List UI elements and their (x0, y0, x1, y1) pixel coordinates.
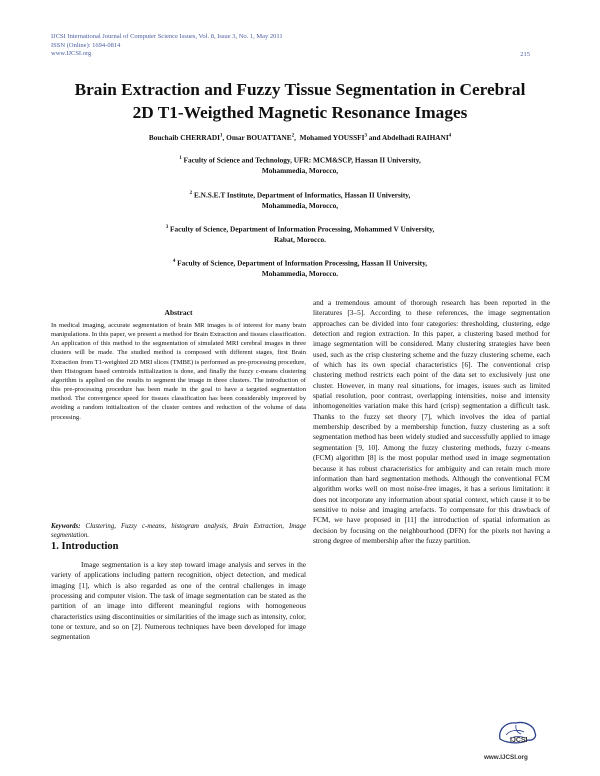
logo-name: IJCSI (510, 737, 528, 744)
author-1: Bouchaib CHERRADI (148, 133, 220, 142)
issn-line: ISSN (Online): 1694-0814 (51, 41, 121, 49)
title-line-2: 2D T1-Weigthed Magnetic Resonance Images (132, 103, 468, 122)
keywords-text: Clustering, Fuzzy c-means, histogram analysis, Brain Extraction, Image segmentation. (51, 523, 307, 540)
page-number: 215 (520, 51, 530, 58)
paper-title (40, 78, 560, 124)
keywords-label: Keywords: (51, 523, 81, 530)
author-list: Bouchaib CHERRADI$^1$, Omar BOUATTANE$^2$, Mohamed YOUSSFI$^3$ and Abdelhadi RAIHANI$^4$ (148, 133, 452, 142)
affiliation-3: $^3$ Faculty of Science, Department of Information Processing, Mohammed V University, Rabat, Morocco. (165, 224, 435, 245)
keywords (51, 522, 306, 540)
author-2: Omar BOUATTANE (226, 133, 292, 142)
title-line-1: Brain Extraction and Fuzzy Tissue Segmentation in Cerebral (74, 80, 526, 99)
logo-site[interactable]: www.IJCSI.org (484, 754, 528, 761)
author-4: Abdelhadi RAIHANI (381, 133, 449, 142)
ijcsi-logo (488, 717, 548, 757)
author-3: Mohamed YOUSSFI (299, 133, 365, 142)
abstract-text: In medical imaging, accurate segmentation of brain MR images is of interest for many brain manipulations. In this paper, we present a method for Brain Extraction and tissues classification. An application of this method to the segmentation of simulated MRI cerebral images in three clusters will be made. The studied method is composed with different stages, first Brain Extraction from T1-weighted 2D MRI slices (TMBE) is performed as pre-processing procedure, then Histogram based centroids initialization is done, and finally the fuzzy c-means clustering algorithm is applied on the results to segment the image in three clusters. The introduction of this pre-processing procedure has been made in the goal to have a targeted segmentation method. The convergence speed for tissues classification has been considerably improved by avoiding a random initialization of the cluster centres and reduction of the volume of data processing. (51, 322, 306, 421)
affiliation-2: $^2$ E.N.S.E.T Institute, Department of Informatics, Hassan II University, Mohammedia, Morocco, (189, 190, 411, 211)
affiliation-1: $^1$ Faculty of Science and Technology, UFR: MCM&SCP, Hassan II University, Mohammedia, Morocco, (179, 155, 421, 176)
site-line[interactable]: www.IJCSI.org (51, 50, 92, 58)
introduction-text: Image segmentation is a key step toward image analysis and serves in the variety of applications including pattern recognition, object detection, and medical imaging [1], which is also regarded as one of the central challenges in image processing and computer vision. The task of image segmentation can be stated as the partition of an image into different meaningful regions with homogeneous characteristics using discontinuities or similarities of the image such as intensity, color, tone or texture, and so on [2]. Numerous techniques have been developed for image segmentation (51, 560, 306, 642)
right-column-text: and a tremendous amount of thorough research has been reported in the literatures [3–5]. According to these references, the image segmentation approaches can be divided into four categories: thresholding, clustering, edge detection and region extraction. In this paper, a clustering based method for image segmentation will be considered. Many clustering strategies have been used, such as the crisp clustering scheme and the fuzzy clustering scheme, each of which has its own special characteristics [6]. The conventional crisp clustering method restricts each point of the data set to exclusively just one cluster. However, in many real situations, for images, issues such as limited spatial resolution, poor contrast, overlapping intensities, noise and intensity inhomogeneities variation make this hard (crisp) segmentation a difficult task. Thanks to the fuzzy set theory [7], which involves the idea of partial membership described by a membership function, fuzzy clustering as a soft segmentation method has been widely studied and successfully applied to image segmentation [9, 10]. Among the fuzzy clustering methods, fuzzy c-means (FCM) algorithm [8] is the most popular method used in image segmentation because it has robust characteristics for ambiguity and can retain much more information than hard segmentation methods. Although the conventional FCM algorithm works well on most noise-free images, it has a serious limitation: it does not incorporate any information about spatial context, which cause it to be sensitive to noise and imaging artefacts. To compensate for this drawback of FCM, we have proposed in [11] the introduction of spatial information as decision by focusing on the neighbourhood (DFN) for the pixels not having a strong degree of membership after the fuzzy partition. (313, 298, 550, 545)
abstract-heading: Abstract (164, 308, 193, 317)
affiliation-4: $^4$ Faculty of Science, Department of Information Processing, Hassan II University, Mohammedia, Morocco. (172, 258, 428, 279)
journal-line: IJCSI International Journal of Computer Science Issues, Vol. 8, Issue 3, No. 1, May 2011 (51, 33, 283, 40)
section-heading-introduction: 1. Introduction (51, 541, 119, 552)
running-header (51, 33, 283, 59)
